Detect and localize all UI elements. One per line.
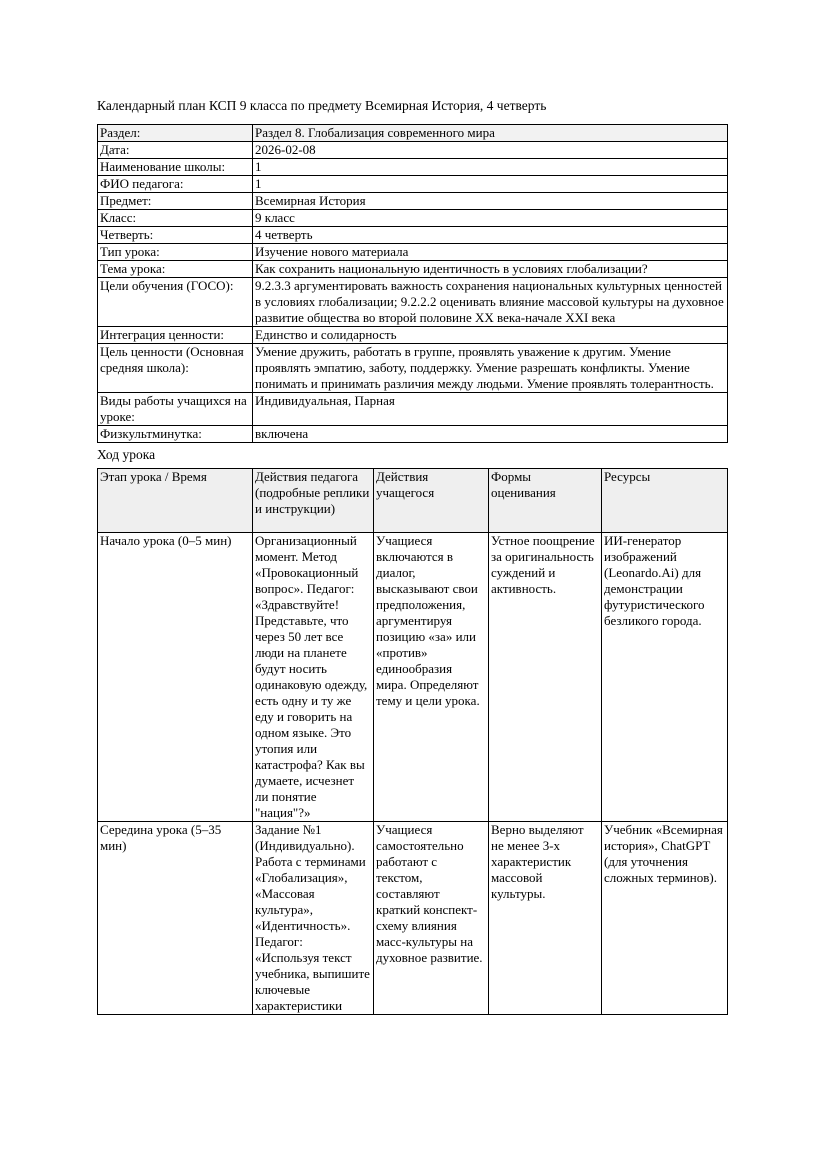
table-row (98, 244, 728, 261)
row-value: 9 класс (253, 210, 728, 227)
row-value: 2026-02-08 (253, 142, 728, 159)
row-label: Интеграция ценности: (98, 327, 253, 344)
stage-cell: Начало урока (0–5 мин) (98, 533, 253, 822)
column-header-student-actions: Действия учащегося (374, 469, 489, 533)
row-label: Цели обучения (ГОСО): (98, 278, 253, 327)
table-row (98, 159, 728, 176)
column-header-resources: Ресурсы (602, 469, 728, 533)
table-row (98, 327, 728, 344)
table-row (98, 227, 728, 244)
table-row (98, 822, 728, 1015)
row-value: 9.2.3.3 аргументировать важность сохранения национальных культурных ценностей в условиях глобализации; 9.2.2.2 оценивать влияние массовой культуры на духовное развитие общества во второй половине XX века-начале XXI века (253, 278, 728, 327)
table-row (98, 125, 728, 142)
stage-cell: Середина урока (5–35 мин) (98, 822, 253, 1015)
row-value: Единство и солидарность (253, 327, 728, 344)
lesson-plan-table (97, 468, 728, 1015)
row-label: Цель ценности (Основная средняя школа): (98, 344, 253, 393)
row-value: Индивидуальная, Парная (253, 393, 728, 426)
resources-cell: Учебник «Всемирная история», ChatGPT (для уточнения сложных терминов). (602, 822, 728, 1015)
student-actions-cell: Учащиеся включаются в диалог, высказывают свои предположения, аргументируя позицию «за» или «против» единообразия мира. Определяют тему и цели урока. (374, 533, 489, 822)
teacher-actions-cell: Задание №1 (Индивидуально). Работа с терминами «Глобализация», «Массовая культура», «Идентичность». Педагог: «Используя текст учебника, выпишите ключевые характеристики (253, 822, 374, 1015)
row-value: включена (253, 426, 728, 443)
table-row (98, 176, 728, 193)
table-row (98, 210, 728, 227)
page-title: Календарный план КСП 9 класса по предмету Всемирная История, 4 четверть (97, 98, 547, 113)
row-label: Виды работы учащихся на уроке: (98, 393, 253, 426)
teacher-actions-cell: Организационный момент. Метод «Провокационный вопрос». Педагог: «Здравствуйте! Представьте, что через 50 лет все люди на планете будут носить одинаковую одежду, есть одну и ту же еду и говорить на одном языке. Это утопия или катастрофа? Как вы думаете, исчезнет ли понятие "нация"?» (253, 533, 374, 822)
table-header-row (98, 469, 728, 533)
row-label: Физкультминутка: (98, 426, 253, 443)
row-label: Тип урока: (98, 244, 253, 261)
assessment-cell: Устное поощрение за оригинальность суждений и активность. (489, 533, 602, 822)
column-header-assessment: Формы оценивания (489, 469, 602, 533)
column-header-stage: Этап урока / Время (98, 469, 253, 533)
table-row (98, 533, 728, 822)
column-header-teacher-actions: Действия педагога (подробные реплики и инструкции) (253, 469, 374, 533)
lesson-info-table (97, 124, 728, 443)
row-label: Тема урока: (98, 261, 253, 278)
row-label: ФИО педагога: (98, 176, 253, 193)
assessment-cell: Верно выделяют не менее 3-х характеристик массовой культуры. (489, 822, 602, 1015)
table-row (98, 261, 728, 278)
row-label: Класс: (98, 210, 253, 227)
table-row (98, 344, 728, 393)
section-heading: Ход урока (97, 447, 156, 462)
row-value: Всемирная История (253, 193, 728, 210)
row-label: Наименование школы: (98, 159, 253, 176)
row-label: Дата: (98, 142, 253, 159)
row-value: Изучение нового материала (253, 244, 728, 261)
table-row (98, 142, 728, 159)
row-label: Четверть: (98, 227, 253, 244)
row-value: Раздел 8. Глобализация современного мира (253, 125, 728, 142)
row-value: 4 четверть (253, 227, 728, 244)
row-label: Раздел: (98, 125, 253, 142)
resources-cell: ИИ-генератор изображений (Leonardo.Ai) для демонстрации футуристического безликого города. (602, 533, 728, 822)
row-value: Умение дружить, работать в группе, проявлять уважение к другим. Умение проявлять эмпатию, заботу, поддержку. Умение разрешать конфликты. Умение понимать и принимать различия между людьми. Умение проявлять толерантность. (253, 344, 728, 393)
table-row (98, 278, 728, 327)
table-row (98, 426, 728, 443)
student-actions-cell: Учащиеся самостоятельно работают с текстом, составляют краткий конспект-схему влияния масс-культуры на духовное развитие. (374, 822, 489, 1015)
table-row (98, 393, 728, 426)
row-value: 1 (253, 176, 728, 193)
row-value: 1 (253, 159, 728, 176)
row-label: Предмет: (98, 193, 253, 210)
table-row (98, 193, 728, 210)
row-value: Как сохранить национальную идентичность в условиях глобализации? (253, 261, 728, 278)
